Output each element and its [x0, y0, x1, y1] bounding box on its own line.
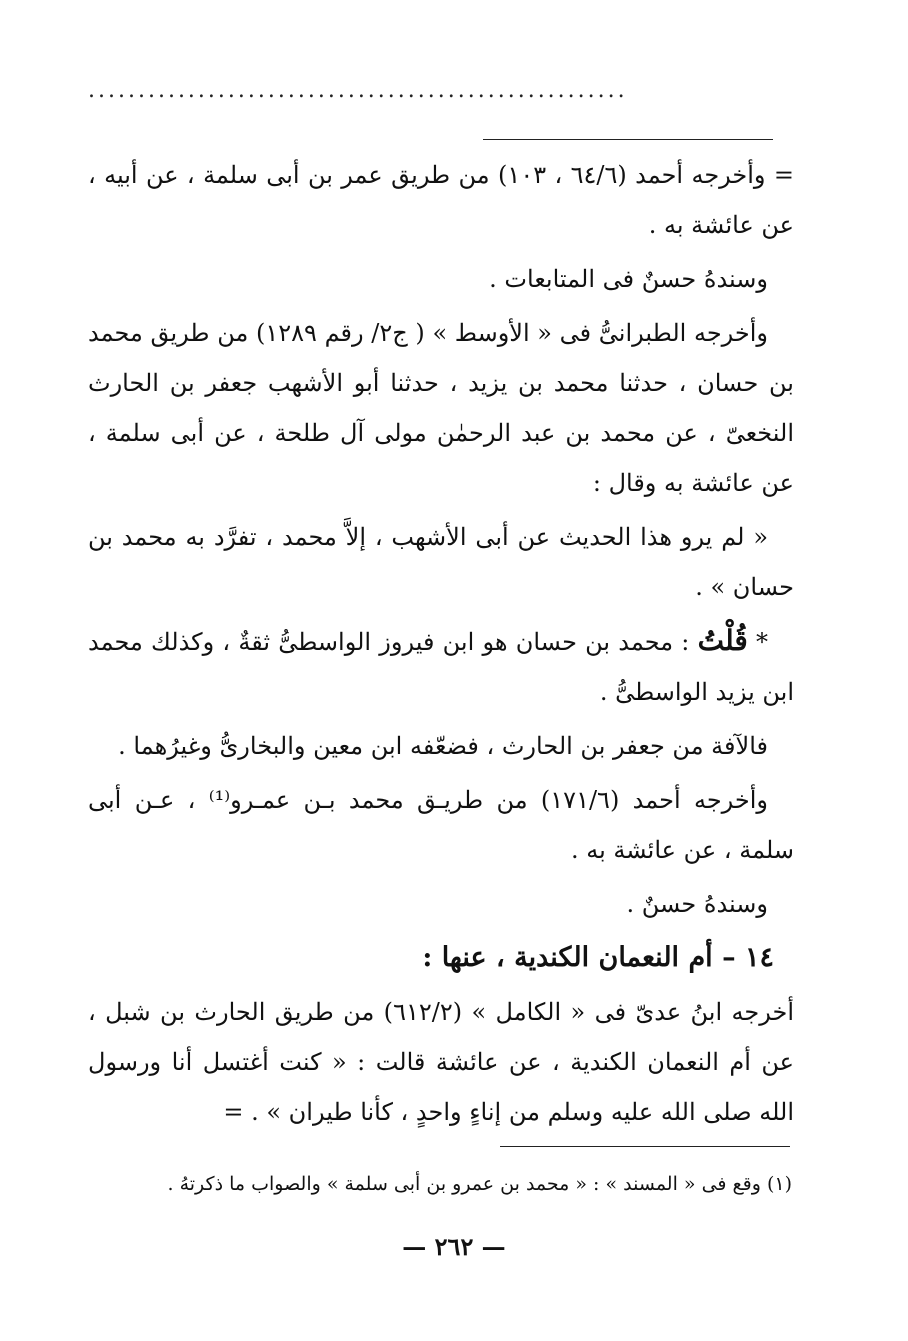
paragraph-qult — [88, 616, 794, 717]
paragraph-ahmad: وأخرجه أحمد (١٧١/٦) من طريـق محمد بـن عمـرو⁽¹⁾ ، عـن أبى سلمة ، عن عائشة به . — [88, 786, 794, 864]
qult-text: : محمد بن حسان هو ابن فيروز الواسطىُّ ثقةٌ ، وكذلك محمد ابن يزيد الواسطىُّ . — [88, 628, 794, 706]
star-marker: * — [756, 628, 768, 656]
paragraph-quote: « لم يرو هذا الحديث عن أبى الأشهب ، إلاَّ محمد ، تفرَّد به محمد بن حسان » . — [88, 523, 794, 601]
page-number: — ٢٦٢ — — [402, 1232, 506, 1261]
paragraph-afa: فالآفة من جعفر بن الحارث ، فضعّفه ابن معين والبخارىُّ وغيرُهما . — [118, 732, 768, 760]
body-text — [88, 150, 794, 1141]
footnote-rule — [500, 1146, 790, 1147]
footnote: (١) وقع فى « المسند » : « محمد بن عمرو بن أبى سلمة » والصواب ما ذكرتهُ . — [167, 1173, 792, 1195]
top-rule — [483, 139, 773, 140]
paragraph-continuation: = وأخرجه أحمد (٦٤/٦ ، ١٠٣) من طريق عمر بن أبى سلمة ، عن أبيه ، عن عائشة به . — [88, 161, 795, 239]
header-dotted-line: ...................................................... — [88, 78, 628, 103]
qult-word: قُلْتُ — [697, 624, 748, 657]
section-heading: ١٤ – أم النعمان الكندية ، عنها : — [422, 942, 774, 973]
paragraph-sanad-2: وسندهُ حسنٌ . — [626, 890, 768, 918]
paragraph-ibn-adi: أخرجه ابنُ عدىّ فى « الكامل » (٦١٢/٢) من طريق الحارث بن شبل ، عن أم النعمان الكندية ، عن عائشة قالت : « كنت أغتسل أنا ورسول الله صلى الله عليه وسلم من إناءٍ واحدٍ ، كأنا طيران » . = — [88, 998, 794, 1126]
paragraph-tabarani: وأخرجه الطبرانىُّ فى « الأوسط » ( ج٢/ رقم ١٢٨٩) من طريق محمد بن حسان ، حدثنا محمد بن يزيد ، حدثنا أبو الأشهب جعفر بن الحارث النخعىّ ، عن محمد بن عبد الرحمٰن مولى آل طلحة ، عن أبى سلمة ، عن عائشة به وقال : — [88, 319, 794, 497]
paragraph-sanad-1: وسندهُ حسنٌ فى المتابعات . — [489, 265, 768, 293]
